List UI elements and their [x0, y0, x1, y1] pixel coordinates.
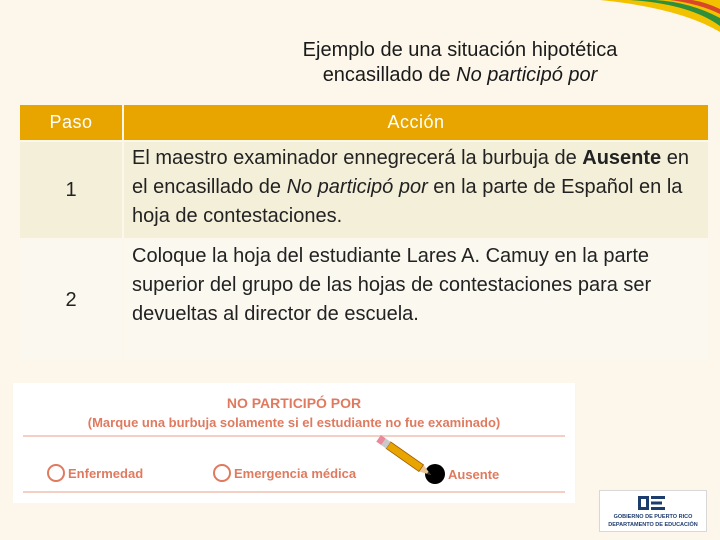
action-text: El maestro examinador ennegrecerá la burbuja de: [132, 147, 583, 169]
logo-line-1: GOBIERNO DE PUERTO RICO: [613, 514, 693, 520]
table-row: [19, 141, 709, 239]
form-divider: [23, 491, 565, 493]
action-text: en la parte de Español en la hoja de contestaciones.: [132, 176, 683, 227]
title-line-2: [230, 63, 690, 88]
table-header-row: [19, 104, 709, 141]
slide-title: [230, 38, 690, 88]
step-number: 2: [19, 239, 123, 361]
action-bold-text: Ausente: [582, 147, 662, 169]
title-line-2-italic: No participó por: [456, 64, 598, 86]
option-label: Enfermedad: [68, 466, 144, 481]
steps-table: [18, 103, 710, 362]
de-logo-icon: [638, 494, 668, 512]
title-line-2-prefix: encasillado de: [322, 64, 457, 86]
step-action: Coloque la hoja del estudiante Lares A. Camuy en la parte superior del grupo de las hojas de contestaciones para ser devueltas al director de escuela.: [123, 239, 709, 361]
logo-line-2: DEPARTAMENTO DE EDUCACIÓN: [608, 522, 698, 528]
department-logo: [599, 490, 707, 532]
answer-sheet-excerpt: [13, 383, 575, 503]
action-text: en el encasillado de: [132, 147, 689, 198]
step-number: 1: [19, 141, 123, 239]
header-accion: Acción: [123, 104, 709, 141]
option-label: Ausente: [448, 467, 500, 482]
header-paso: Paso: [19, 104, 123, 141]
table-row: [19, 239, 709, 361]
title-line-1: Ejemplo de una situación hipotética: [302, 39, 618, 61]
step-action: [123, 141, 709, 239]
form-subtitle: (Marque una burbuja solamente si el estudiante no fue examinado): [87, 415, 501, 430]
form-title: NO PARTICIPÓ POR: [226, 395, 362, 411]
action-italic-text: No participó por: [286, 176, 428, 198]
pencil-icon: [13, 383, 575, 503]
option-label: Emergencia médica: [234, 466, 357, 481]
